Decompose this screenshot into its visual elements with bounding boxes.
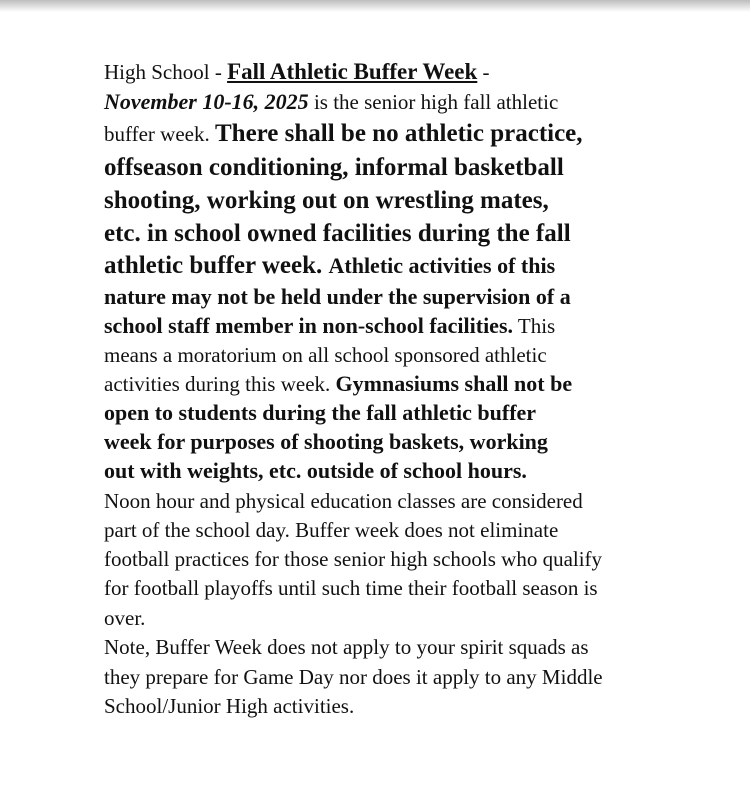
text-line: part of the school day. Buffer week does not eliminate — [104, 518, 559, 542]
text-line — [104, 373, 572, 395]
text-line: Noon hour and physical education classes are considered — [104, 489, 583, 513]
text-line: over. — [104, 606, 146, 630]
text-line — [104, 60, 490, 83]
top-shadow — [0, 0, 750, 12]
text-run: activities during this week. — [104, 372, 336, 396]
text-run: This — [513, 314, 556, 338]
text-run: school staff member in non-school facilities. — [104, 313, 514, 338]
text-run: Athletic activities of this — [328, 253, 556, 278]
text-line: open to students during the fall athletic buffer — [104, 400, 537, 425]
text-line: School/Junior High activities. — [104, 694, 355, 718]
text-line — [104, 121, 583, 146]
text-run: There shall be no athletic practice, — [214, 120, 583, 147]
text-run: - — [477, 60, 490, 84]
text-line: they prepare for Game Day nor does it apply to any Middle — [104, 665, 603, 689]
date-range: November 10-16, 2025 — [104, 89, 309, 114]
text-line: week for purposes of shooting baskets, working — [104, 429, 548, 454]
title-heading: Fall Athletic Buffer Week — [227, 59, 478, 84]
text-line: nature may not be held under the supervision of a — [104, 284, 571, 309]
text-line: shooting, working out on wrestling mates, — [104, 187, 549, 214]
text-line: out with weights, etc. outside of school hours. — [104, 458, 527, 483]
text-line: offseason conditioning, informal basketball — [104, 154, 564, 181]
text-run: is the senior high fall athletic — [308, 90, 559, 114]
text-line — [104, 91, 558, 113]
text-line: for football playoffs until such time their football season is — [104, 576, 598, 600]
text-run: buffer week. — [104, 122, 215, 146]
text-line: means a moratorium on all school sponsored athletic — [104, 343, 547, 367]
text-line — [104, 253, 555, 278]
text-line: Note, Buffer Week does not apply to your spirit squads as — [104, 635, 589, 659]
text-line — [104, 315, 555, 337]
text-run: High School - — [104, 60, 228, 84]
text-run: athletic buffer week. — [104, 252, 329, 279]
text-run: Gymnasiums shall not be — [335, 371, 573, 396]
text-line: etc. in school owned facilities during the fall — [104, 220, 571, 247]
text-line: football practices for those senior high schools who qualify — [104, 547, 603, 571]
